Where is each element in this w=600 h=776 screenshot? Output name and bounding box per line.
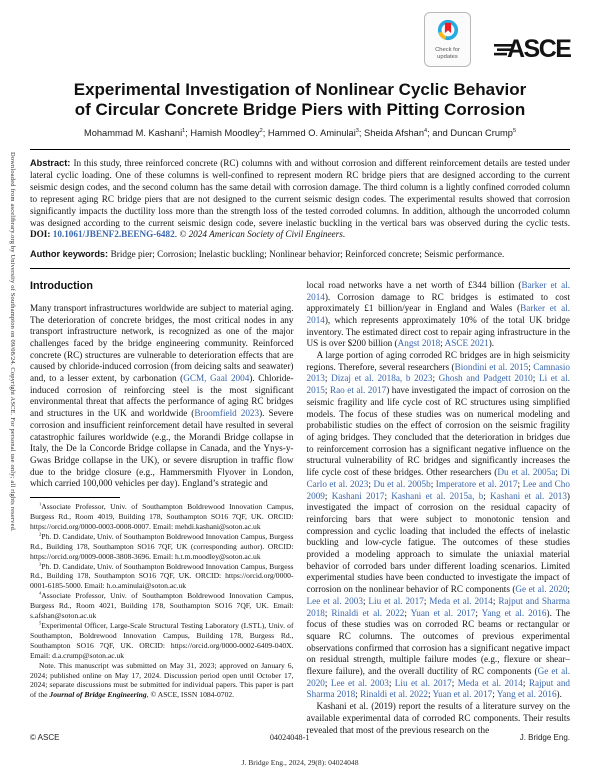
author-keywords: Author keywords: Bridge pier; Corrosion; Inelastic buckling; Nonlinear behavior; Reinforced concrete; Seismic performance.: [30, 249, 505, 260]
footnote-note: Note. This manuscript was submitted on May 31, 2023; approved on January 6, 2024; published online on May 17, 2024. Discussion period open until October 17, 2024; separate discussions must be submitted for individual papers. This paper is part of the Journal of Bridge Engineering, © ASCE, ISSN 1084-0702.: [30, 660, 294, 700]
abstract-paragraph: Abstract: In this study, three reinforced concrete (RC) columns with and without corrosion and different reinforcement details are tested under lateral cyclic loading. One of these columns is well-confined to represent modern RC bridge piers that are designed according to the current seismic design codes, and the second column has the same detail with corrosion damage. The third column is a lightly confined corroded column to represent aging RC bridge piers that are not designed to the current seismic design codes. The experimental results showed that corrosion significantly impacts the ductility loss more than the strength loss of the tested corroded columns. In addition, although the uncorroded column was designed according to the current seismic design code, severe inelastic buckling in the vertical bars was observed during the cyclic tests. DOI: 10.1061/JBENF2.BEENG-6482. © 2024 American Society of Civil Engineers.: [30, 158, 570, 240]
footer-copyright: © ASCE: [30, 733, 60, 742]
check-for-updates-badge[interactable]: [424, 12, 471, 67]
link[interactable]: Yang et al. 2016: [481, 607, 547, 618]
link[interactable]: GCM, Gaal 2004: [183, 373, 250, 384]
right-column: [307, 280, 571, 736]
intro-paragraph-left: Many transport infrastructures worldwide are subject to material aging. The deterioration of concrete bridges, the most critical nodes in any transport infrastructure network, is recognized as one of the major challenges faced by the bridge engineering community. Reinforced concrete (RC) structures are vulnerable to deterioration effects that are caused by chloride-induced corrosion (from deicing salts and seawater) and, to a lesser extent, by carbonation (GCM, Gaal 2004). Chloride-induced corrosion of reinforcing steel is the most significant environmental threat that affects the performance of aging RC bridges and structures in the UK and worldwide (Broomfield 2023). Severe corrosion and insufficient reinforcement detail have resulted in several catastrophic failures worldwide (e.g., the Morandi Bridge collapse in Italy, the De la Concorde Bridge collapse in Canada, and the Ynys-y-Gwas Bridge collapse in the UK), or severe disruption in traffic flow due to the bridge closure (e.g., Hammersmith Flyover in London, which carried 100,000 vehicles per day). England’s strategic and: [30, 302, 294, 489]
link[interactable]: Rinaldi et al. 2022: [360, 689, 428, 700]
page-title: [30, 80, 570, 119]
link[interactable]: Yuan et al. 2017: [410, 607, 476, 618]
link[interactable]: ASCE 2021: [444, 338, 489, 349]
divider-keywords: [30, 268, 570, 269]
footnote-5: $^5$Experimental Officer, Large-Scale Structural Testing Laboratory (LSTL), Univ. of Southampton, Boldrewood Innovation Campus, Building 178, Burgess Rd., Southampton SO16 7QF, UK. ORCID: https://orcid.org/0000-0002-6409-040X. Email: d.a.crump@soton.ac.uk: [30, 620, 294, 660]
citation-line: J. Bridge Eng., 2024, 29(8): 04024048: [241, 758, 359, 767]
link[interactable]: Meda et al. 2014: [429, 595, 493, 606]
link[interactable]: Biondini et al. 2015: [454, 361, 529, 372]
divider-top: [30, 149, 570, 150]
link[interactable]: Imperatore et al. 2017: [435, 478, 518, 489]
link[interactable]: Camnasio 2013: [306, 361, 571, 384]
link[interactable]: Ghosh and Padgett 2010: [438, 373, 533, 384]
asce-logo-text: ASCE: [507, 35, 571, 62]
link[interactable]: Angst 2018: [397, 338, 441, 349]
crossmark-icon: [437, 19, 459, 46]
link[interactable]: Yang et al. 2016: [496, 689, 557, 700]
link[interactable]: Lee et al. 2003: [306, 595, 363, 606]
link[interactable]: Liu et al. 2017: [394, 677, 452, 688]
link[interactable]: Barker et al. 2014: [306, 303, 570, 325]
link[interactable]: Yuan et al. 2017: [432, 689, 493, 700]
link[interactable]: Lee et al. 2003: [330, 677, 389, 688]
footer-journal: J. Bridge Eng.: [519, 733, 570, 742]
link[interactable]: Rinaldi et al. 2022: [331, 607, 405, 618]
footnote-1: $^1$Associate Professor, Univ. of Southampton Boldrewood Innovation Campus, Burgess Rd., Room 4019, Building 178, Southampton SO16 7QF, UK. ORCID: https://orcid.org/0000-0003-0008-0007. Email: mehdi.kashani@soton.ac.uk: [30, 501, 294, 531]
intro-paragraph-right-3: Kashani et al. (2019) report the results of a literature survey on the available experimental data of corroded RC components. Their results revealed that most of the previous research on the: [306, 701, 570, 735]
link[interactable]: Rajput and Sharma 2018: [306, 595, 570, 618]
intro-paragraph-right-1: local road networks have a net worth of £344 billion (Barker et al. 2014). Corrosion damage to RC bridges is estimated to cost approximately £1 billion/year in England and Wales (Barker et al. 2014), which represents approximately 10% of the total UK bridge inventory. The estimated direct cost to repair aging infrastructure in the US is over $200 billion (Angst 2018; ASCE 2021).: [306, 279, 570, 349]
link[interactable]: 10.1061/JBENF2.BEENG-6482: [52, 229, 175, 240]
footnotes-block: [30, 497, 294, 700]
footnote-rule: [30, 497, 120, 498]
link[interactable]: Di Carlo et al. 2023: [306, 467, 570, 489]
link[interactable]: Dizaj et al. 2018a, b 2023: [331, 373, 433, 384]
link[interactable]: Barker et al. 2014: [306, 279, 570, 302]
asce-logo: [494, 34, 582, 67]
link[interactable]: Du et al. 2005b: [373, 478, 431, 489]
title-line-1: Experimental Investigation of Nonlinear Cyclic Behavior: [73, 80, 527, 99]
footnote-3: $^3$Ph. D. Candidate, Univ. of Southampton Boldrewood Innovation Campus, Burgess Rd., Building 178, Southampton SO16 7QF, UK. ORCID: https://orcid.org/0000-0001-6185-5000. Email: h.o.aminulai@soton.ac.uk: [30, 561, 294, 591]
footnote-4: $^4$Associate Professor, Univ. of Southampton Boldrewood Innovation Campus, Burgess Rd., Room 4021, Building 178, Southampton SO16 7QF, UK. Email: s.afshan@soton.ac.uk: [30, 590, 294, 621]
download-watermark: Downloaded from ascelibrary.org by University of Southampton on 09/08/24. Copyright ASCE. For personal use only; all rights reserved.: [9, 152, 16, 532]
link[interactable]: Kashani et al. 2013: [490, 490, 567, 501]
title-line-2: of Circular Concrete Bridge Piers with Pitting Corrosion: [74, 99, 526, 119]
link[interactable]: Rao et al. 2017: [329, 385, 387, 396]
link[interactable]: Broomfield 2023: [194, 408, 260, 419]
link[interactable]: Liu et al. 2017: [368, 595, 424, 606]
link[interactable]: Ge et al. 2020: [515, 584, 568, 595]
link[interactable]: Kashani 2017: [331, 490, 385, 501]
link[interactable]: Du et al. 2005a: [497, 467, 556, 478]
intro-paragraph-right-2: A large portion of aging corroded RC bridges are in high seismicity regions. Therefore, several researchers (Biondini et al. 2015; Camnasio 2013; Dizaj et al. 2018a, b 2023; Ghosh and Padgett 2010; Li et al. 2015; Rao et al. 2017) have investigated the impact of corrosion on the seismic fragility and life cycle cost of RC structures using simplified models. The focus of these studies was on numerical modeling and probabilistic studies on the effect of corrosion on the seismic fragility of aging bridges. They concluded that the deterioration in bridges due to reinforcement corrosion has a significant negative influence on the structural vulnerability of RC bridges and significantly increases the life cycle cost of these bridges. Other researchers (Du et al. 2005a; Di Carlo et al. 2023; Du et al. 2005b; Imperatore et al. 2017; Lee and Cho 2009; Kashani 2017; Kashani et al. 2015a, b; Kashani et al. 2013) investigated the impact of corrosion on the residual capacity of reinforcing bars that were subject to monotonic tension and compression and cyclic loading that included the effects of inelastic buckling and low-cycle fatigue. The outcomes of these studies provided a modeling approach to simulate the uniaxial material behavior of corroded bars under different loading scenarios. Limited experimental studies have been conducted to investigate the impact of corrosion on the nonlinear behavior of RC components (Ge et al. 2020; Lee et al. 2003; Liu et al. 2017; Meda et al. 2014; Rajput and Sharma 2018; Rinaldi et al. 2022; Yuan et al. 2017; Yang et al. 2016). The focus of these studies was on corroded RC beams or rectangular or square RC columns. The outcomes of previous experimental observations confirmed that corrosion has a significant negative impact on residual strength, multiple failure modes (e.g., flexure or shear–flexure failure), and the overall ductility of RC components (Ge et al. 2020; Lee et al. 2003; Liu et al. 2017; Meda et al. 2014; Rajput and Sharma 2018; Rinaldi et al. 2022; Yuan et al. 2017; Yang et al. 2016).: [306, 350, 571, 700]
link[interactable]: Ge et al. 2020: [306, 666, 570, 688]
two-column-body: [30, 280, 570, 736]
footer-page-number: 04024048-1: [269, 733, 310, 742]
link[interactable]: Meda et al. 2014: [457, 677, 523, 688]
link[interactable]: Li et al. 2015: [306, 373, 570, 396]
section-heading-introduction: Introduction: [30, 279, 93, 292]
footnote-2: $^2$Ph. D. Candidate, Univ. of Southampton Boldrewood Innovation Campus, Burgess Rd., Building 178, Southampton SO16 7QF, UK (corresponding author). ORCID: https://orcid.org/0009-0008-3808-3696. Email: h.t.m.moodley@soton.ac.uk: [30, 531, 294, 561]
page-footer: [30, 733, 570, 742]
authors-line: Mohammad M. Kashani$^1$; Hamish Moodley$^2$; Hammed O. Aminulai$^3$; Sheida Afshan$^4$; and Duncan Crump$^5$: [83, 127, 517, 138]
check-badge-label: Check for updates: [435, 47, 460, 60]
link[interactable]: Rajput and Sharma 2018: [306, 677, 571, 700]
left-column: [30, 280, 294, 736]
link[interactable]: Lee and Cho 2009: [306, 478, 570, 501]
link[interactable]: Kashani et al. 2015a, b: [391, 490, 484, 501]
